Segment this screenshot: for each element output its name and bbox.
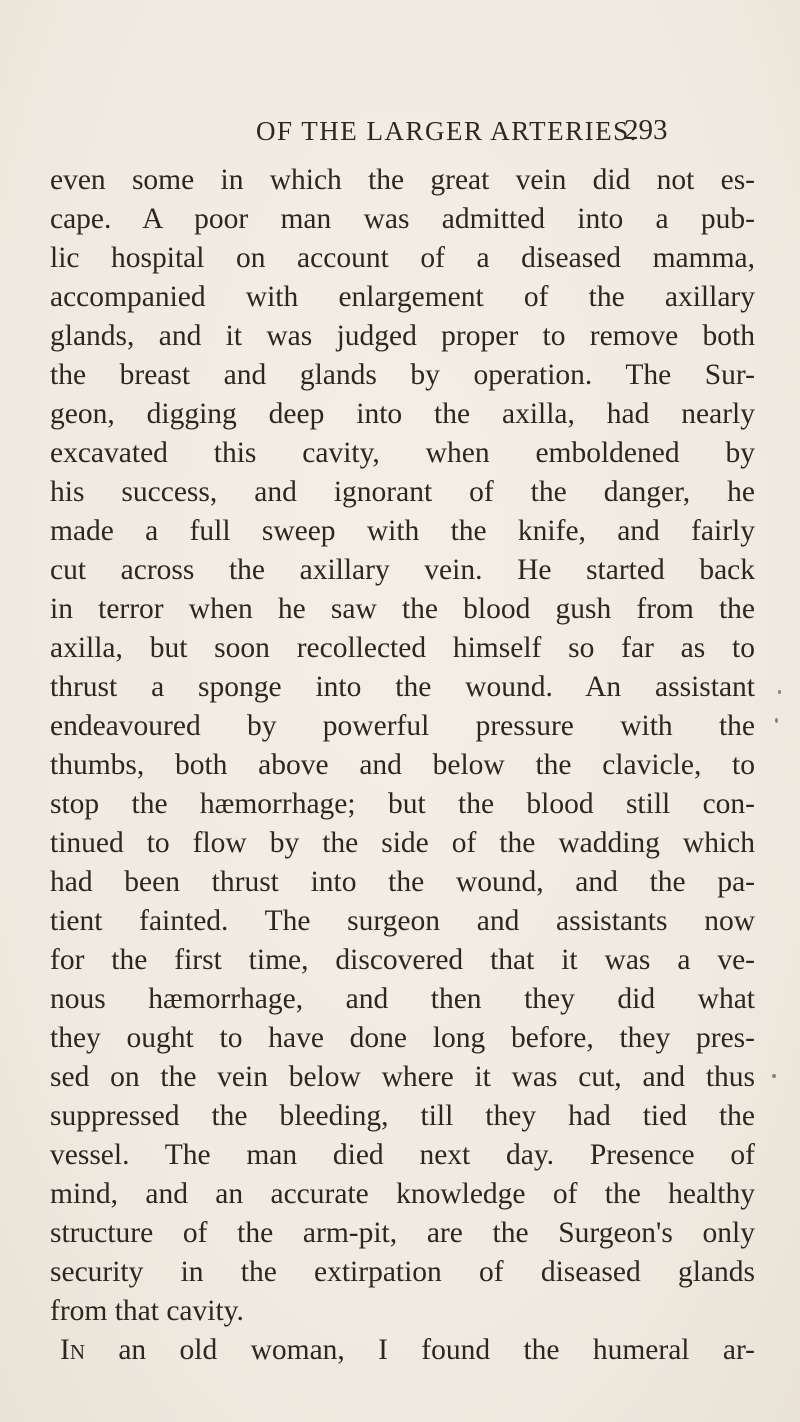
paragraph-line-rest: an old woman, I found the humeral ar- (85, 1334, 755, 1366)
paragraph-lead-word: In (60, 1334, 85, 1366)
text-line: they ought to have done long before, they pres- (50, 1022, 755, 1054)
text-line: his success, and ignorant of the danger, he (50, 476, 755, 508)
text-line: thumbs, both above and below the clavicle, to (50, 749, 755, 781)
running-head: OF THE LARGER ARTERIES. (256, 116, 638, 146)
text-line: thrust a sponge into the wound. An assistant (50, 671, 755, 703)
text-line: suppressed the bleeding, till they had tied the (50, 1100, 755, 1132)
text-line: glands, and it was judged proper to remove both (50, 320, 755, 352)
text-line: mind, and an accurate knowledge of the healthy (50, 1178, 755, 1210)
text-line: lic hospital on account of a diseased mamma, (50, 242, 755, 274)
text-line: even some in which the great vein did not es- (50, 164, 755, 196)
text-line: from that cavity. (50, 1295, 244, 1327)
text-line: security in the extirpation of diseased glands (50, 1256, 755, 1288)
text-line: stop the hæmorrhage; but the blood still con- (50, 788, 755, 820)
text-line: had been thrust into the wound, and the pa- (50, 866, 755, 898)
paper-speck (778, 690, 781, 694)
page-number: 293 (624, 114, 668, 146)
text-line: for the first time, discovered that it was a ve- (50, 944, 755, 976)
text-line: made a full sweep with the knife, and fairly (50, 515, 755, 547)
text-line: sed on the vein below where it was cut, and thus (50, 1061, 755, 1093)
text-line: vessel. The man died next day. Presence of (50, 1139, 755, 1171)
paragraph-start-line (60, 1330, 755, 1370)
text-line: cape. A poor man was admitted into a pub- (50, 203, 755, 235)
text-line: cut across the axillary vein. He started back (50, 554, 755, 586)
text-line: nous hæmorrhage, and then they did what (50, 983, 755, 1015)
text-line: excavated this cavity, when emboldened by (50, 437, 755, 469)
text-line: the breast and glands by operation. The Sur- (50, 359, 755, 391)
text-line: in terror when he saw the blood gush from the (50, 593, 755, 625)
text-line: tinued to flow by the side of the wadding which (50, 827, 755, 859)
text-line: axilla, but soon recollected himself so far as to (50, 632, 755, 664)
text-line: tient fainted. The surgeon and assistants now (50, 905, 755, 937)
paper-speck (775, 718, 778, 723)
paper-speck (772, 1074, 776, 1078)
text-line: endeavoured by powerful pressure with the (50, 710, 755, 742)
page-header (0, 112, 800, 152)
text-line: geon, digging deep into the axilla, had nearly (50, 398, 755, 430)
text-line: structure of the arm-pit, are the Surgeon's only (50, 1217, 755, 1249)
text-line: accompanied with enlargement of the axillary (50, 281, 755, 313)
